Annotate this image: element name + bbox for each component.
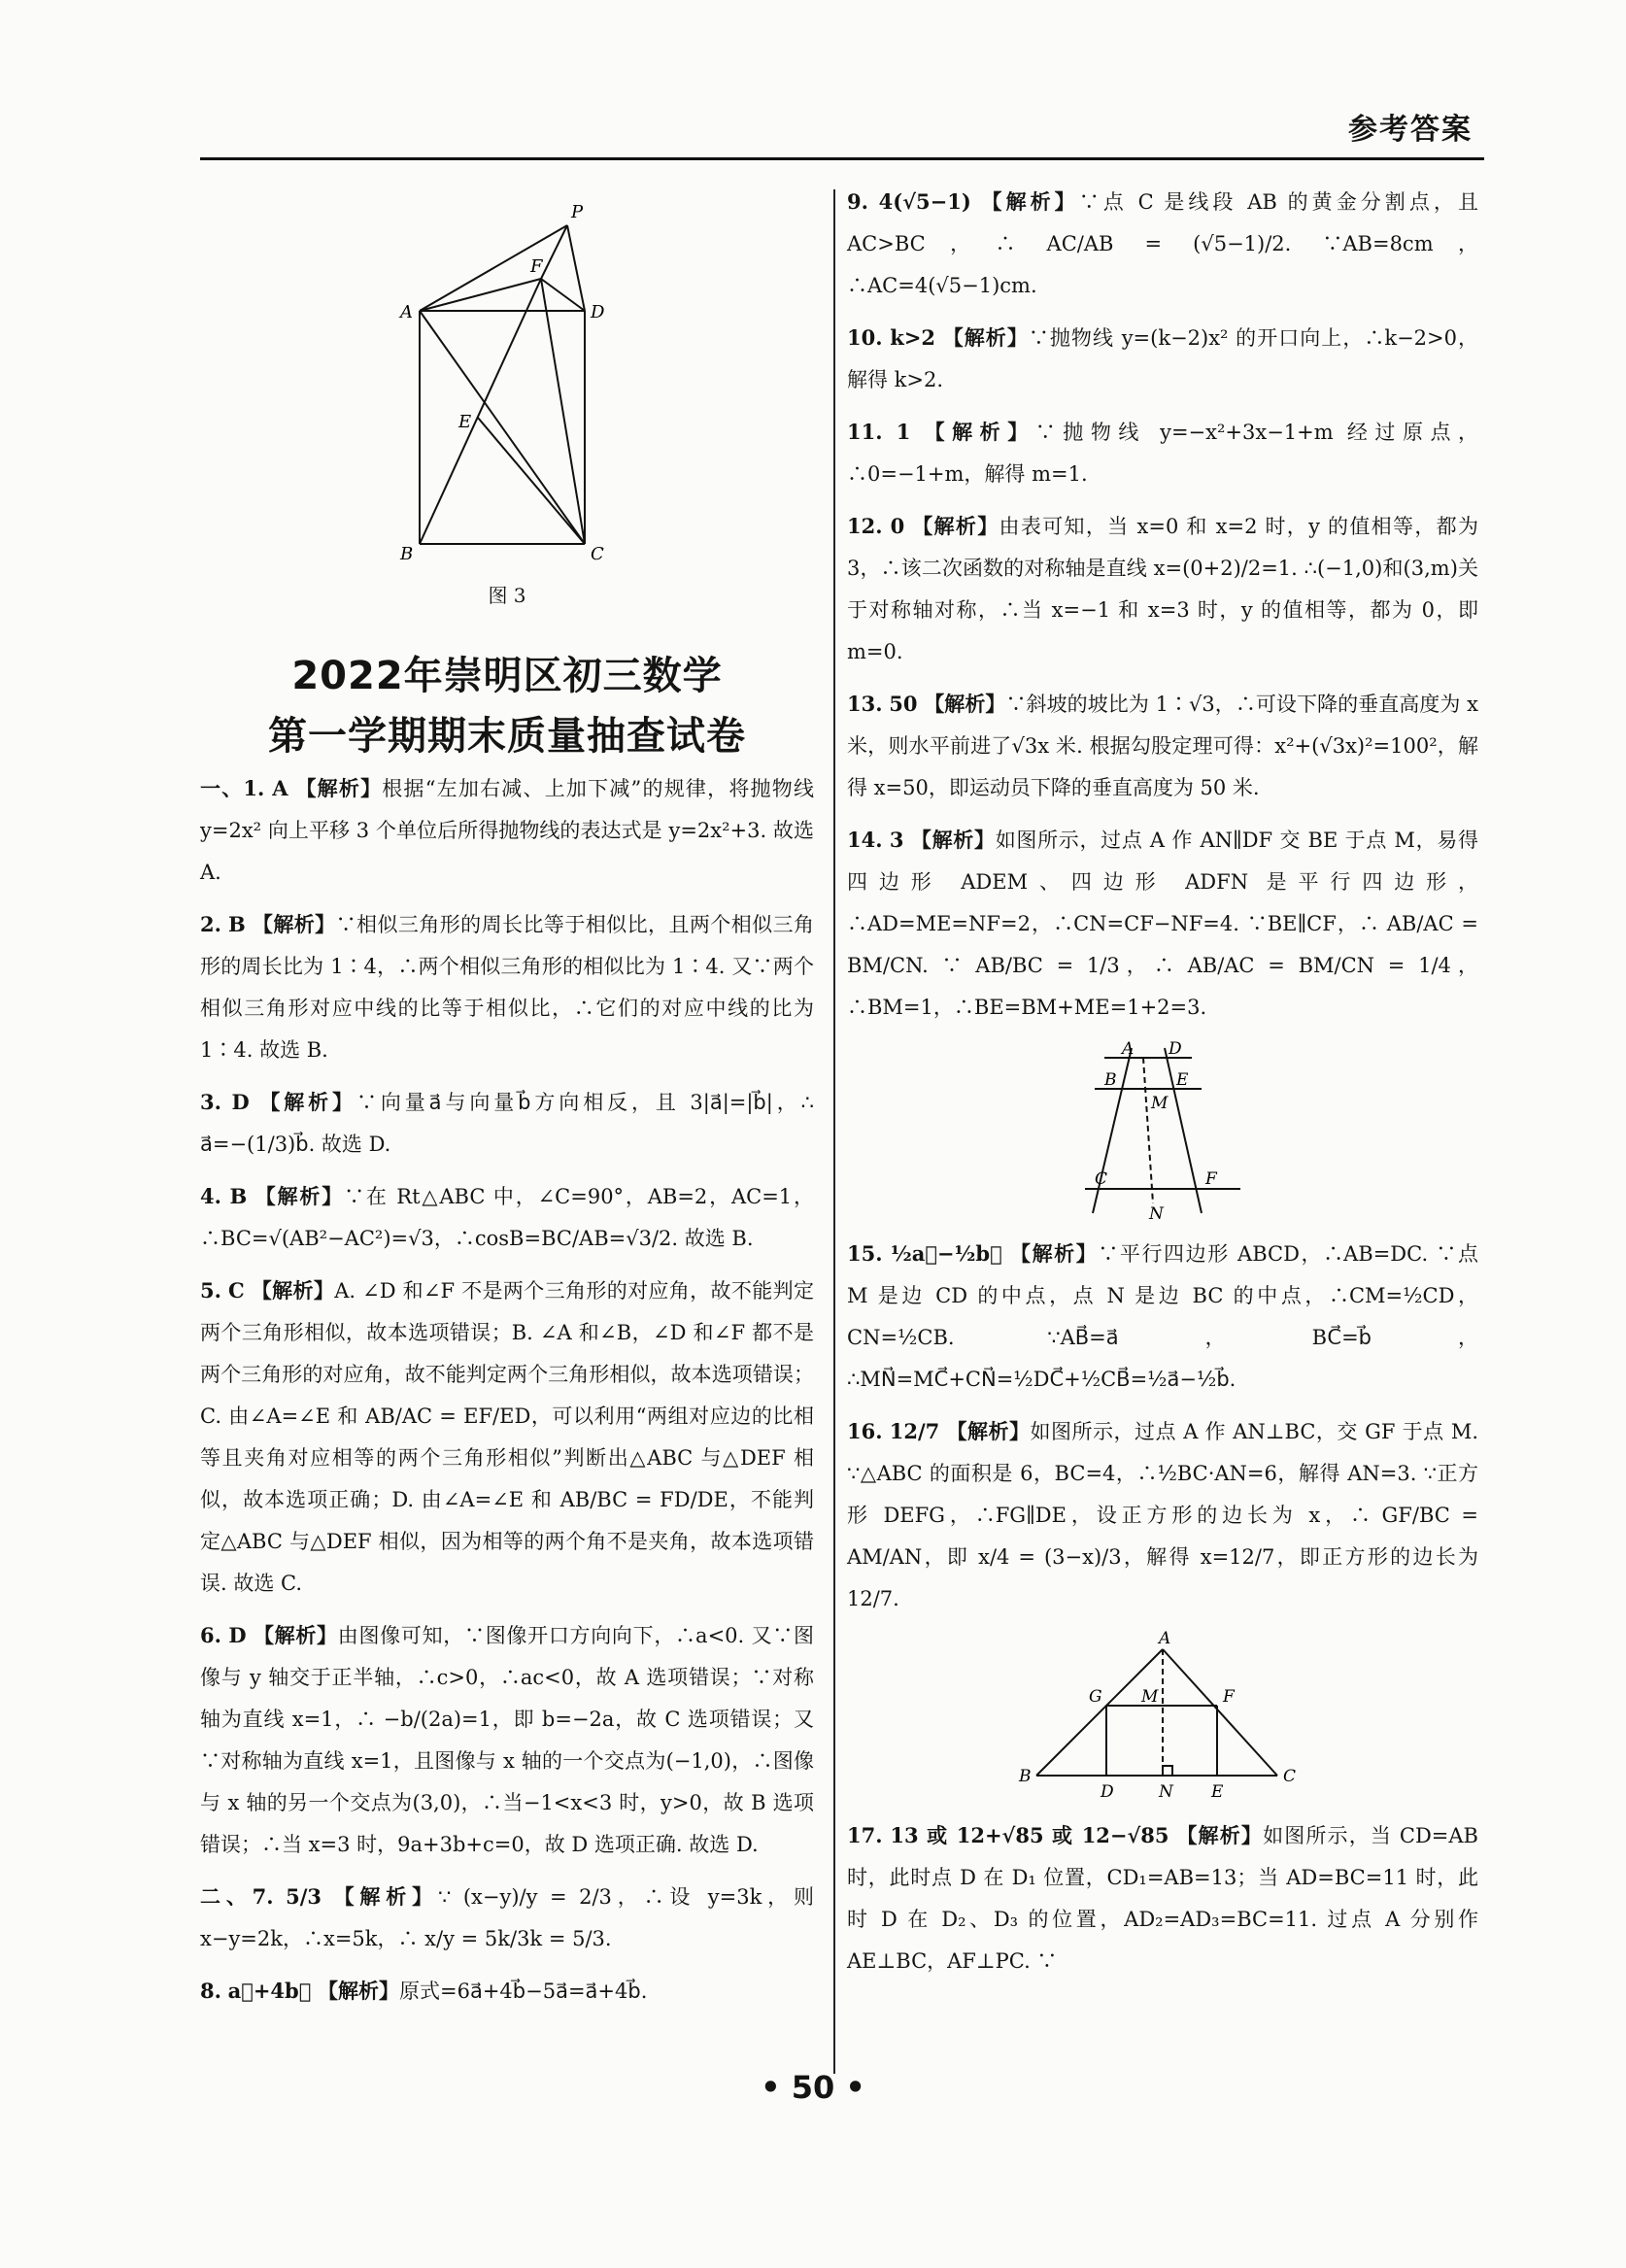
analysis-tag: 【解析】 xyxy=(1176,1823,1264,1847)
fig16-label-b: B xyxy=(1019,1767,1032,1786)
analysis-tag: 【解析】 xyxy=(259,1090,356,1114)
answer-value: C xyxy=(227,1278,245,1303)
fig16-label-a: A xyxy=(1159,1630,1171,1648)
answer-number: 二、7. xyxy=(200,1884,274,1909)
analysis-text: ∵抛物线 y=−x²+3x−1+m 经过原点，∴0=−1+m，解得 m=1. xyxy=(847,421,1479,486)
answer-number: 一、1. xyxy=(200,776,265,800)
exam-title-line1: 2022年崇明区初三数学 xyxy=(291,654,723,698)
answer-number: 15. xyxy=(847,1241,883,1266)
fig16-label-d: D xyxy=(1101,1782,1114,1802)
analysis-tag: 【解析】 xyxy=(318,1979,400,2003)
fig3-label-c: C xyxy=(591,544,604,564)
answer-item xyxy=(200,1876,814,1960)
answer-item xyxy=(200,1614,814,1866)
fig14-label-f: F xyxy=(1205,1169,1217,1189)
answer-value: D xyxy=(231,1090,250,1114)
analysis-text: 根据“左加右减、上加下减”的规律，将抛物线 y=2x² 向上平移 3 个单位后所得抛物线的表达式是 y=2x²+3. 故选 A. xyxy=(200,777,814,884)
analysis-tag: 【解析】 xyxy=(912,514,999,538)
answer-value: 3 xyxy=(889,828,904,852)
answer-value: 4(√5−1) xyxy=(878,189,971,214)
fig16-label-e: E xyxy=(1211,1782,1224,1802)
answer-number: 14. xyxy=(847,828,883,852)
exam-title-line2: 第一学期期末质量抽查试卷 xyxy=(268,714,746,759)
answer-item xyxy=(847,683,1478,809)
right-column xyxy=(847,181,1478,1992)
fig14-label-e: E xyxy=(1176,1070,1189,1090)
right-question-list-c xyxy=(847,1814,1478,1982)
answer-item xyxy=(847,1814,1478,1982)
fig16-label-m: M xyxy=(1141,1687,1159,1707)
fig3-label-d: D xyxy=(591,302,605,322)
analysis-text: ∵相似三角形的周长比等于相似比，且两个相似三角形的周长比为 1∶4，∴两个相似三角形的相似比为 1∶4. 又∵两个相似三角形对应中线的比等于相似比，∴它们的对应中线的比为 1∶4. 故选 B. xyxy=(200,913,815,1062)
left-column xyxy=(200,181,814,2022)
fig16-label-f: F xyxy=(1223,1687,1235,1707)
analysis-tag: 【解析】 xyxy=(942,325,1029,350)
analysis-tag: 【解析】 xyxy=(924,692,1006,716)
answer-value: 13 或 12+√85 或 12−√85 xyxy=(890,1823,1169,1847)
analysis-tag: 【解析】 xyxy=(252,912,336,936)
answer-item xyxy=(200,767,814,894)
figure-14-diagram xyxy=(1075,1038,1250,1223)
answer-value: A xyxy=(272,776,288,800)
fig3-label-e: E xyxy=(458,412,472,432)
analysis-text: 由表可知，当 x=0 和 x=2 时，y 的值相等，都为 3，∴该二次函数的对称轴是直线 x=(0+2)/2=1. ∴(−1,0)和(3,m)关于对称轴对称，∴当 x=−1 和 x=3 时，y 的值相等，都为 0，即 m=0. xyxy=(847,515,1478,663)
answer-item xyxy=(847,505,1478,673)
analysis-tag: 【解析】 xyxy=(253,1623,338,1647)
figure-3-caption: 图 3 xyxy=(488,584,526,607)
analysis-text: 由图像可知，∵图像开口方向向下，∴a<0. 又∵图像与 y 轴交于正半轴，∴c>0，∴ac<0，故 A 选项错误；∵对称轴为直线 x=1，∴ −b/(2a)=1，即 b=−2a，故 C 选项错误；又∵对称轴为直线 x=1，且图像与 x 轴的一个交点为(−1,0)，∴图像与 x 轴的另一个交点为(3,0)，∴当−1<x<3 时，y>0，故 B 选项错误；∴当 x=3 时，9a+3b+c=0，故 D 选项正确. 故选 D. xyxy=(200,1624,814,1856)
fig16-label-g: G xyxy=(1089,1687,1102,1707)
right-question-list-b xyxy=(847,1233,1478,1620)
answer-number: 3. xyxy=(200,1090,221,1114)
analysis-tag: 【解析】 xyxy=(295,776,383,800)
analysis-text: ∵平行四边形 ABCD，∴AB=DC. ∵点 M 是边 CD 的中点，点 N 是边 BC 的中点，∴CM=½CD，CN=½CB. ∵AB⃗=a⃗，BC⃗=b⃗，∴MN⃗=MC⃗+CN⃗=½DC⃗+½CB⃗=½a⃗−½b⃗. xyxy=(847,1242,1478,1391)
answer-number: 16. xyxy=(847,1419,883,1443)
answer-value: k>2 xyxy=(890,325,936,350)
figure-3 xyxy=(200,186,814,577)
answer-number: 12. xyxy=(847,514,883,538)
answer-value: 0 xyxy=(890,514,905,538)
analysis-tag: 【解析】 xyxy=(981,189,1079,214)
answer-number: 13. xyxy=(847,692,883,716)
analysis-tag: 【解析】 xyxy=(333,1884,438,1909)
answer-value: a⃗+4b⃗ xyxy=(227,1979,312,2003)
analysis-text: ∵斜坡的坡比为 1∶√3，∴可设下降的垂直高度为 x 米，则水平前进了√3x 米. 根据勾股定理可得：x²+(√3x)²=100²，解得 x=50，即运动员下降的垂直高度为 50 米. xyxy=(847,693,1478,799)
column-divider xyxy=(833,189,835,2074)
page-number: • 50 • xyxy=(761,2069,865,2106)
answer-item xyxy=(200,1175,814,1260)
answer-number: 2. xyxy=(200,912,221,936)
fig14-label-n: N xyxy=(1149,1204,1164,1223)
answer-item xyxy=(847,1410,1478,1620)
right-question-list-a xyxy=(847,181,1478,1029)
figure-16 xyxy=(847,1630,1478,1805)
analysis-tag: 【解析】 xyxy=(946,1419,1031,1443)
answer-value: 1 xyxy=(896,420,911,444)
answer-value: ½a⃗−½b⃗ xyxy=(890,1241,1002,1266)
fig3-label-p: P xyxy=(571,202,584,222)
analysis-tag: 【解析】 xyxy=(1009,1241,1099,1266)
answer-item xyxy=(200,1970,814,2013)
analysis-text: A. ∠D 和∠F 不是两个三角形的对应角，故不能判定两个三角形相似，故本选项错误；B. ∠A 和∠B，∠D 和∠F 都不是两个三角形的对应角，故不能判定两个三角形相似，故本选项错误；C. 由∠A=∠E 和 AB/AC = EF/ED，可以利用“两组对应边的比相等且夹角对应相等的两个三角形相似”判断出△ABC 与△DEF 相似，故本选项正确；D. 由∠A=∠E 和 AB/BC = FD/DE，不能判定△ABC 与△DEF 相似，因为相等的两个角不是夹角，故本选项错误. 故选 C. xyxy=(200,1279,814,1595)
answer-value: 5/3 xyxy=(286,1884,322,1909)
answer-number: 17. xyxy=(847,1823,883,1847)
fig16-label-n: N xyxy=(1159,1782,1173,1802)
answer-value: B xyxy=(229,1184,248,1208)
fig14-label-b: B xyxy=(1104,1070,1117,1090)
analysis-tag: 【解析】 xyxy=(251,1278,335,1303)
figure-3-diagram xyxy=(361,186,653,577)
analysis-text: 如图所示，过点 A 作 AN⊥BC，交 GF 于点 M. ∵△ABC 的面积是 6，BC=4，∴½BC·AN=6，解得 AN=3. ∵正方形 DEFG，∴FG∥DE，设正方形的边长为 x，∴ GF/BC = AM/AN，即 x/4 = (3−x)/3，解得 x=12/7，即正方形的边长为 12/7. xyxy=(847,1420,1478,1610)
answer-number: 4. xyxy=(200,1184,221,1208)
answer-value: D xyxy=(228,1623,247,1647)
analysis-text: ∵抛物线 y=(k−2)x² 的开口向上，∴k−2>0，解得 k>2. xyxy=(847,326,1479,391)
answer-number: 10. xyxy=(847,325,883,350)
answer-item xyxy=(847,1233,1478,1401)
analysis-text: 如图所示，当 CD=AB 时，此时点 D 在 D₁ 位置，CD₁=AB=13；当 AD=BC=11 时，此时 D 在 D₂、D₃ 的位置，AD₂=AD₃=BC=11. 过点 A 分别作 AE⊥BC，AF⊥PC. ∵ xyxy=(847,1824,1478,1973)
figure-16-diagram xyxy=(1017,1630,1308,1805)
answer-item xyxy=(847,819,1478,1029)
analysis-text: ∵向量a⃗与向量b⃗方向相反，且 3|a⃗|=|b⃗|，∴ a⃗=−(1/3)b⃗. 故选 D. xyxy=(200,1091,815,1156)
answer-item xyxy=(847,181,1478,307)
analysis-text: ∵点 C 是线段 AB 的黄金分割点，且 AC>BC，∴ AC/AB = (√5−1)/2. ∵AB=8cm，∴AC=4(√5−1)cm. xyxy=(847,190,1478,297)
fig3-label-a: A xyxy=(400,302,413,322)
analysis-tag: 【解析】 xyxy=(924,420,1035,444)
fig16-label-c: C xyxy=(1283,1767,1297,1786)
answer-number: 6. xyxy=(200,1623,221,1647)
answer-value: 12/7 xyxy=(889,1419,940,1443)
answer-value: 50 xyxy=(889,692,918,716)
answer-number: 11. xyxy=(847,420,883,444)
analysis-tag: 【解析】 xyxy=(910,828,996,852)
fig14-label-m: M xyxy=(1151,1094,1169,1113)
fig14-label-c: C xyxy=(1095,1169,1108,1189)
answer-item xyxy=(200,1081,814,1166)
answer-item xyxy=(200,1269,814,1605)
answer-value: B xyxy=(228,912,246,936)
answer-number: 9. xyxy=(847,189,868,214)
fig14-label-d: D xyxy=(1169,1039,1182,1059)
answer-item xyxy=(847,317,1478,401)
answer-number: 8. xyxy=(200,1979,221,2003)
answer-item xyxy=(200,903,814,1071)
analysis-tag: 【解析】 xyxy=(254,1184,345,1208)
fig3-label-f: F xyxy=(530,256,543,277)
analysis-text: 原式=6a⃗+4b⃗−5a⃗=a⃗+4b⃗. xyxy=(399,1980,648,2003)
fig3-label-b: B xyxy=(400,544,414,564)
answer-item xyxy=(847,411,1478,495)
analysis-text: ∵ (x−y)/y = 2/3，∴设 y=3k，则 x−y=2k，∴x=5k，∴ x/y = 5k/3k = 5/3. xyxy=(200,1885,814,1950)
analysis-text: ∵在 Rt△ABC 中，∠C=90°，AB=2，AC=1，∴BC=√(AB²−AC²)=√3，∴cosB=BC/AB=√3/2. 故选 B. xyxy=(200,1185,814,1250)
fig14-label-a: A xyxy=(1122,1039,1135,1059)
answer-number: 5. xyxy=(200,1278,221,1303)
header-rule xyxy=(200,157,1484,160)
figure-14 xyxy=(847,1038,1478,1223)
left-question-list xyxy=(200,767,814,2013)
analysis-text: 如图所示，过点 A 作 AN∥DF 交 BE 于点 M，易得四边形 ADEM、四边形 ADFN 是平行四边形，∴AD=ME=NF=2，∴CN=CF−NF=4. ∵BE∥CF，∴ AB/AC = BM/CN. ∵ AB/BC = 1/3，∴ AB/AC = BM/CN = 1/4，∴BM=1，∴BE=BM+ME=1+2=3. xyxy=(847,829,1478,1019)
page-header-title: 参考答案 xyxy=(1348,113,1473,147)
